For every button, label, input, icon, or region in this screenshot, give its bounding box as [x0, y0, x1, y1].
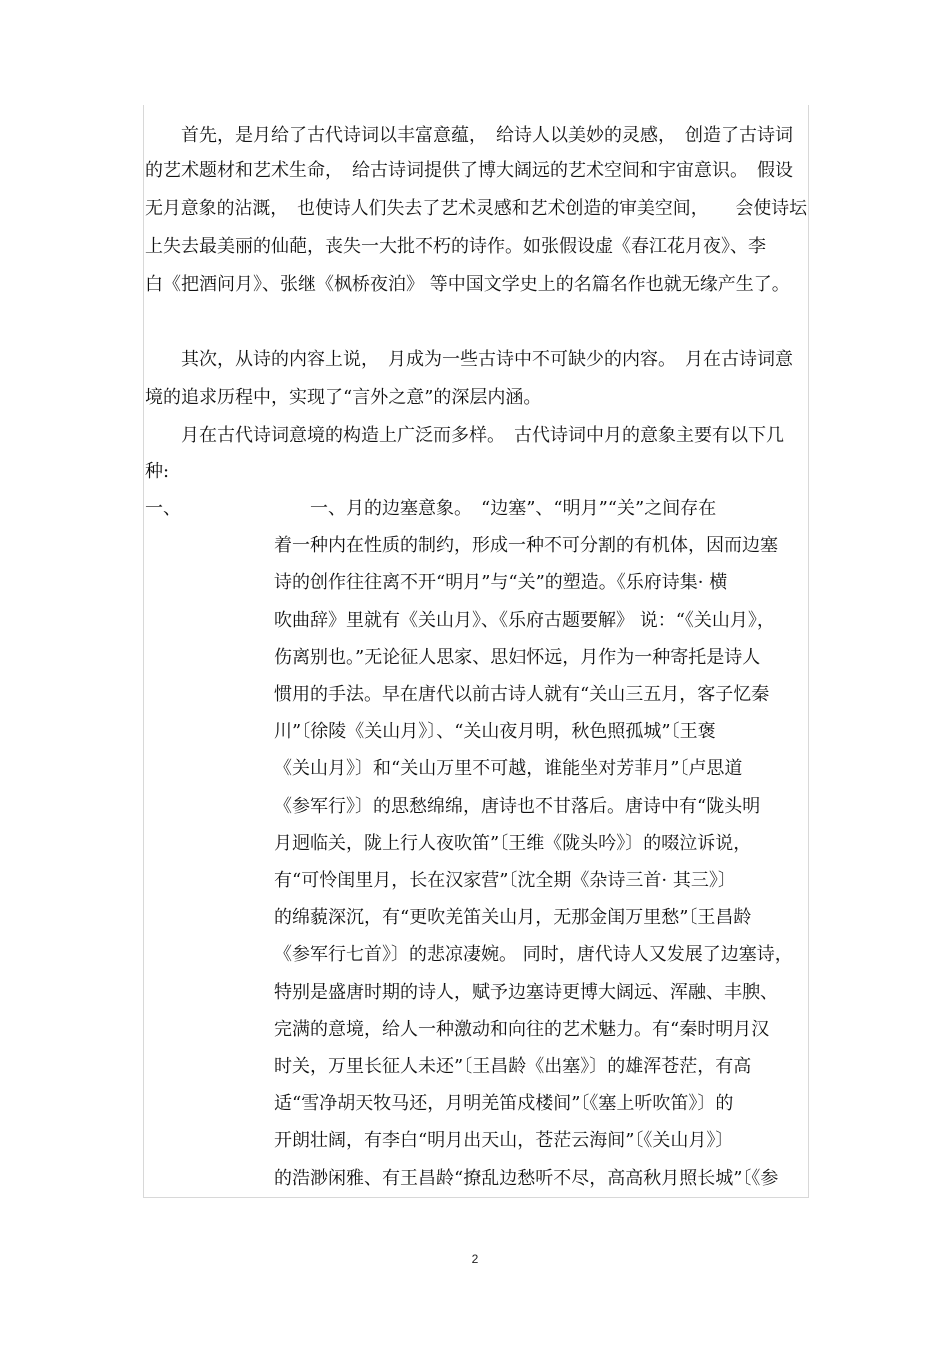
text-line: 种:	[145, 461, 170, 482]
list-marker: 一、	[145, 498, 181, 519]
text-line: 月迥临关，陇上行人夜吹笛”〔王维《陇头吟》〕的啜泣诉说，	[274, 833, 752, 854]
text-line: 时关，万里长征人未还”〔王昌龄《出塞》〕的雄浑苍茫，有高	[274, 1056, 752, 1077]
text-line: 境的追求历程中，实现了“言外之意”的深层内涵。	[145, 387, 542, 408]
text-line: 《参军行七首》〕的悲凉凄婉。 同时，唐代诗人又发展了边塞诗，	[274, 944, 793, 965]
text-line: 月在古代诗词意境的构造上广泛而多样。 古代诗词中月的意象主要有以下几	[145, 425, 784, 446]
text-line: 首先，是月给了古代诗词以丰富意蕴， 给诗人以美妙的灵感， 创造了古诗词	[145, 125, 793, 146]
text-line: 着一种内在性质的制约，形成一种不可分割的有机体，因而边塞	[274, 535, 778, 556]
text-line: 的绵藐深沉，有“更吹羌笛关山月，无那金闺万里愁”〔王昌龄	[274, 907, 752, 928]
text-line: 诗的创作往往离不开“明月”与“关”的塑造。《乐府诗集· 横	[274, 572, 728, 593]
page-number: 2	[471, 1252, 479, 1266]
text-line: 的艺术题材和艺术生命， 给古诗词提供了博大阔远的艺术空间和宇宙意识。 假设	[145, 160, 793, 181]
text-line: 惯用的手法。早在唐代以前古诗人就有“关山三五月，客子忆秦	[274, 684, 770, 705]
text-line: 伤离别也。”无论征人思家、思妇怀远，月作为一种寄托是诗人	[274, 647, 761, 668]
text-line: 《关山月》〕和“关山万里不可越，谁能坐对芳菲月”〔卢思道	[274, 758, 743, 779]
text-line: 川”〔徐陵《关山月》〕、“关山夜月明，秋色照孤城”〔王褒	[274, 721, 716, 742]
text-line: 其次，从诗的内容上说， 月成为一些古诗中不可缺少的内容。 月在古诗词意	[145, 349, 793, 370]
text-line: 一、月的边塞意象。 “边塞”、“明月”“关”之间存在	[274, 498, 717, 519]
text-line: 有“可怜闺里月，长在汉家营”〔沈全期《杂诗三首· 其三》〕	[274, 870, 736, 891]
text-line: 的浩渺闲雅、有王昌龄“撩乱边愁听不尽，高高秋月照长城”〔《参	[274, 1168, 779, 1189]
text-line: 《参军行》〕的思愁绵绵，唐诗也不甘落后。唐诗中有“陇头明	[274, 796, 761, 817]
text-line: 白《把酒问月》、张继《枫桥夜泊》 等中国文学史上的名篇名作也就无缘产生了。	[145, 274, 790, 295]
text-line: 适“雪净胡天牧马还，月明羌笛戍楼间”〔《塞上听吹笛》〕的	[274, 1093, 734, 1114]
text-line: 开朗壮阔，有李白“明月出天山，苍茫云海间”〔《关山月》〕	[274, 1130, 734, 1151]
text-line: 完满的意境，给人一种激动和向往的艺术魅力。有“秦时明月汉	[274, 1019, 770, 1040]
text-line: 特别是盛唐时期的诗人，赋予边塞诗更博大阔远、浑融、丰腴、	[274, 982, 778, 1003]
text-line: 无月意象的沾溉， 也使诗人们失去了艺术灵感和艺术创造的审美空间， 会使诗坛	[145, 198, 808, 219]
text-line: 吹曲辞》里就有《关山月》、《乐府古题要解》 说：“《关山月》，	[274, 610, 775, 631]
text-line: 上失去最美丽的仙葩，丧失一大批不朽的诗作。如张假设虚《春江花月夜》、李	[145, 236, 766, 257]
